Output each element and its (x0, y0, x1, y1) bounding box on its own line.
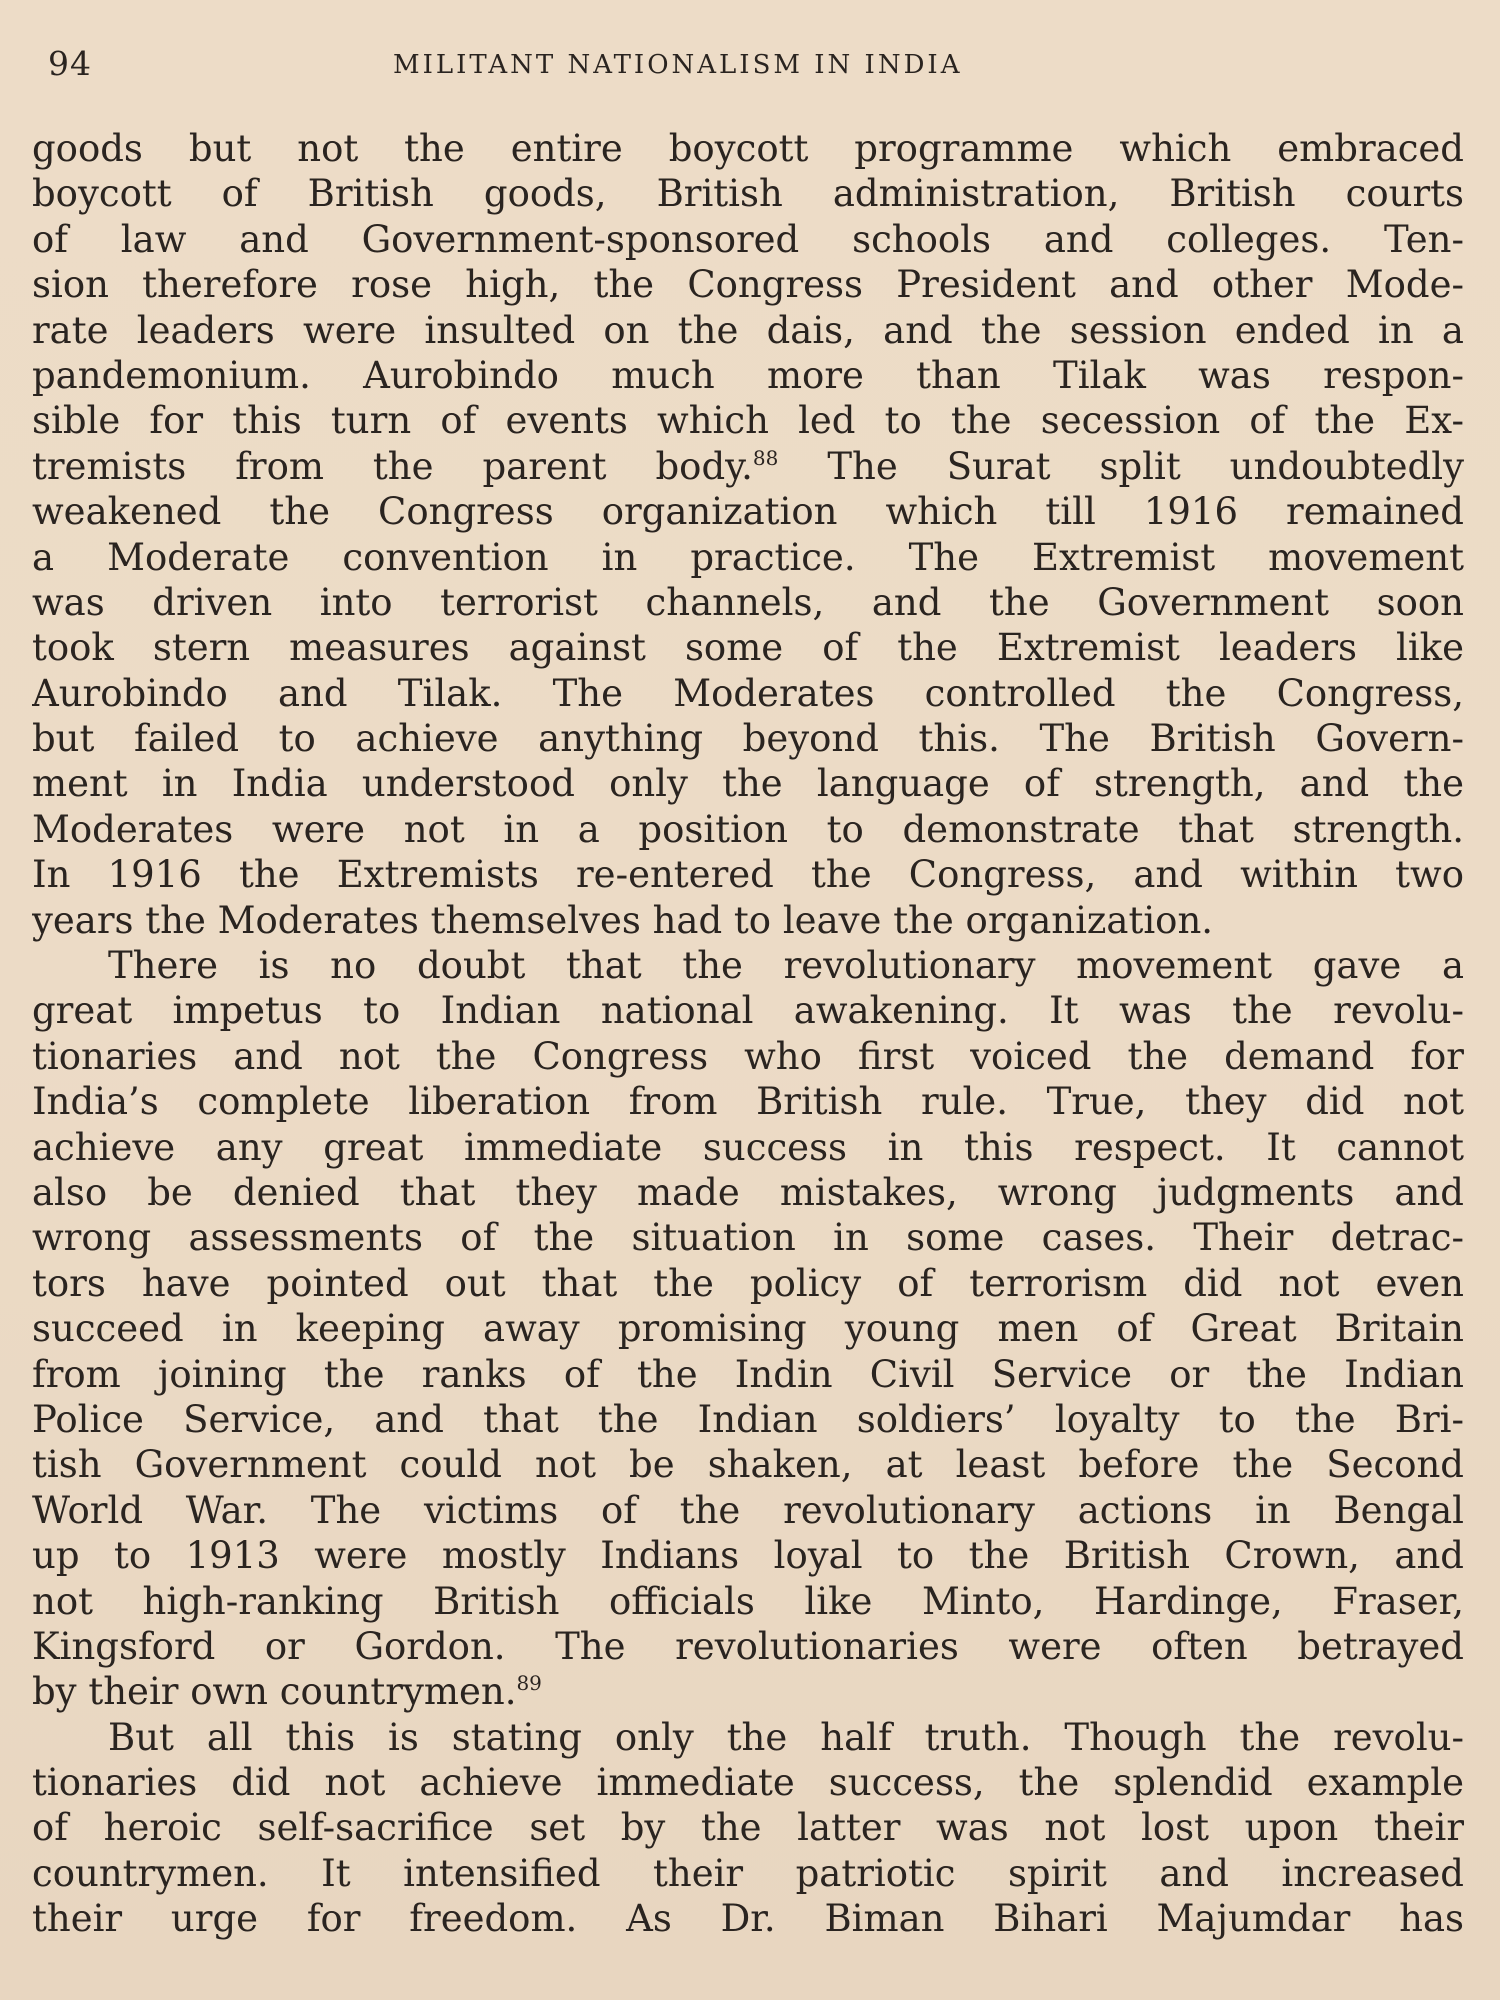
text-line: was driven into terrorist channels, and the Government soon (32, 580, 1464, 624)
text-line: succeed in keeping away promising young men of Great Britain (32, 1307, 1464, 1351)
text-line: World War. The victims of the revolutionary actions in Bengal (32, 1488, 1464, 1532)
text-line: goods but not the entire boycott programme which embraced (32, 127, 1464, 170)
text-segment: by their own countrymen. (32, 1670, 517, 1714)
paragraph-start-line: There is no doubt that the revolutionary movement gave a (108, 944, 1464, 988)
text-line: tors have pointed out that the policy of terrorism did not even (32, 1261, 1464, 1305)
text-line: rate leaders were insulted on the dais, and the session ended in a (32, 308, 1464, 352)
text-line: not high-ranking British officials like Minto, Hardinge, Fraser, (32, 1579, 1464, 1623)
page-number: 94 (48, 44, 92, 83)
text-line: tish Government could not be shaken, at least before the Second (32, 1443, 1464, 1487)
text-line: from joining the ranks of the Indin Civil Service or the Indian (32, 1352, 1464, 1396)
paragraph-start-line: But all this is stating only the half truth. Though the revolu- (108, 1715, 1464, 1759)
text-line: weakened the Congress organization which till 1916 remained (32, 490, 1464, 534)
text-line: but failed to achieve anything beyond this. The British Govern- (32, 717, 1464, 761)
text-line: India’s complete liberation from British rule. True, they did not (32, 1080, 1464, 1124)
text-line: achieve any great immediate success in this respect. It cannot (32, 1125, 1464, 1169)
text-line: of law and Government-sponsored schools and colleges. Ten- (32, 217, 1464, 261)
text-line: In 1916 the Extremists re-entered the Congress, and within two (32, 853, 1464, 897)
text-line: a Moderate convention in practice. The Extremist movement (32, 535, 1464, 579)
text-line: sion therefore rose high, the Congress President and other Mode- (32, 263, 1464, 307)
text-line: pandemonium. Aurobindo much more than Tilak was respon- (32, 353, 1464, 397)
text-line: great impetus to Indian national awakening. It was the revolu- (32, 989, 1464, 1033)
text-line: wrong assessments of the situation in some cases. Their detrac- (32, 1216, 1464, 1260)
text-line: their urge for freedom. As Dr. Biman Bihari Majumdar has (32, 1897, 1464, 1941)
text-line: boycott of British goods, British administration, British courts (32, 172, 1464, 216)
paragraph-end-line: years the Moderates themselves had to leave the organization. (32, 898, 1214, 942)
footnote-marker-89: 89 (516, 1671, 542, 1696)
text-line: Moderates were not in a position to demonstrate that strength. (32, 807, 1464, 851)
text-line: countrymen. It intensified their patriotic spirit and increased (32, 1851, 1464, 1895)
page-header (48, 44, 1458, 94)
running-title: MILITANT NATIONALISM IN INDIA (393, 50, 963, 80)
text-line: sible for this turn of events which led to the secession of the Ex- (32, 399, 1464, 443)
text-line: up to 1913 were mostly Indians loyal to the British Crown, and (32, 1534, 1464, 1578)
text-line: of heroic self-sacrifice set by the latter was not lost upon their (32, 1806, 1464, 1850)
paragraph-end-line-with-footnote (32, 1669, 1464, 1714)
text-line-with-footnote (32, 444, 1464, 489)
footnote-marker-88: 88 (752, 445, 779, 470)
text-segment: The Surat split undoubtedly (778, 444, 1464, 488)
text-line: Aurobindo and Tilak. The Moderates controlled the Congress, (32, 671, 1464, 715)
text-line: Kingsford or Gordon. The revolutionaries were often betrayed (32, 1624, 1464, 1668)
body-text (32, 126, 1464, 1942)
text-line: tionaries did not achieve immediate success, the splendid example (32, 1761, 1464, 1805)
text-line: also be denied that they made mistakes, wrong judgments and (32, 1170, 1464, 1214)
text-line: Police Service, and that the Indian soldiers’ loyalty to the Bri- (32, 1397, 1464, 1441)
text-segment: tremists from the parent body. (32, 444, 753, 488)
text-line: ment in India understood only the language of strength, and the (32, 762, 1464, 806)
text-line: tionaries and not the Congress who first voiced the demand for (32, 1034, 1464, 1078)
text-line: took stern measures against some of the Extremist leaders like (32, 626, 1464, 670)
